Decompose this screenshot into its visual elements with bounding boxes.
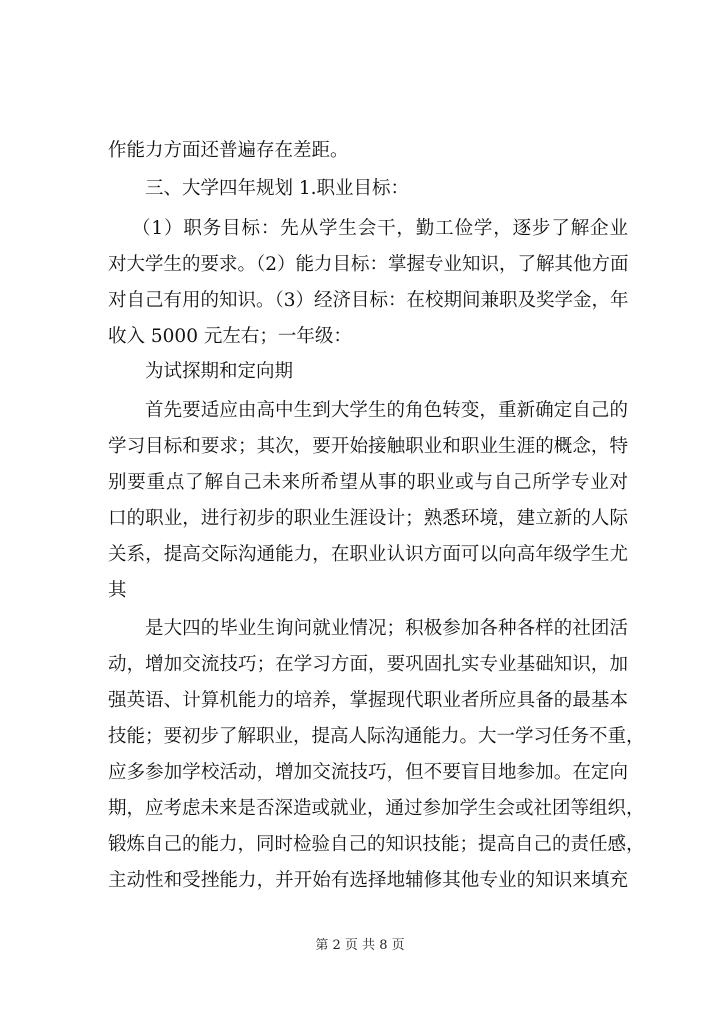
text-line: 主动性和受挫能力，并开始有选择地辅修其他专业的知识来填充 [108,870,628,891]
text-line: 别要重点了解自己未来所希望从事的职业或与自己所学专业对 [108,472,628,493]
text-line: 强英语、计算机能力的培养，掌握现代职业者所应具备的最基本 [108,690,628,711]
text-line: 是大四的毕业生询问就业情况；积极参加各种各样的社团活 [145,618,628,639]
section-heading: 三、大学四年规划 1.职业目标： [145,178,410,199]
text-line: 口的职业，进行初步的职业生涯设计；熟悉环境，建立新的人际 [108,508,628,529]
text-line: 应多参加学校活动，增加交流技巧，但不要盲目地参加。在定向 [108,762,628,783]
text-line: 其 [108,580,127,601]
page-footer: 第 2 页 共 8 页 [315,938,405,953]
text-line: （1）职务目标：先从学生会干，勤工俭学，逐步了解企业 [132,218,628,239]
text-line: 关系，提高交际沟通能力，在职业认识方面可以向高年级学生尤 [108,544,628,565]
subheading: 为试探期和定向期 [145,361,294,382]
text-line: 作能力方面还普遍存在差距。 [108,140,349,161]
text-line: 锻炼自己的能力，同时检验自己的知识技能；提高自己的责任感， [108,834,645,855]
text-line: 动，增加交流技巧；在学习方面，要巩固扎实专业基础知识，加 [108,654,628,675]
text-line: 对大学生的要求。（2）能力目标：掌握专业知识，了解其他方面 [108,254,629,275]
text-line: 期，应考虑未来是否深造或就业，通过参加学生会或社团等组织， [108,798,645,819]
text-line: 收入 5000 元左右；一年级： [108,326,352,347]
text-line: 技能；要初步了解职业，提高人际沟通能力。大一学习任务不重， [108,726,645,747]
text-line: 学习目标和要求；其次，要开始接触职业和职业生涯的概念，特 [108,436,628,457]
text-line: 对自己有用的知识。（3）经济目标：在校期间兼职及奖学金，年 [108,290,629,311]
text-line: 首先要适应由高中生到大学生的角色转变，重新确定自己的 [145,400,628,421]
